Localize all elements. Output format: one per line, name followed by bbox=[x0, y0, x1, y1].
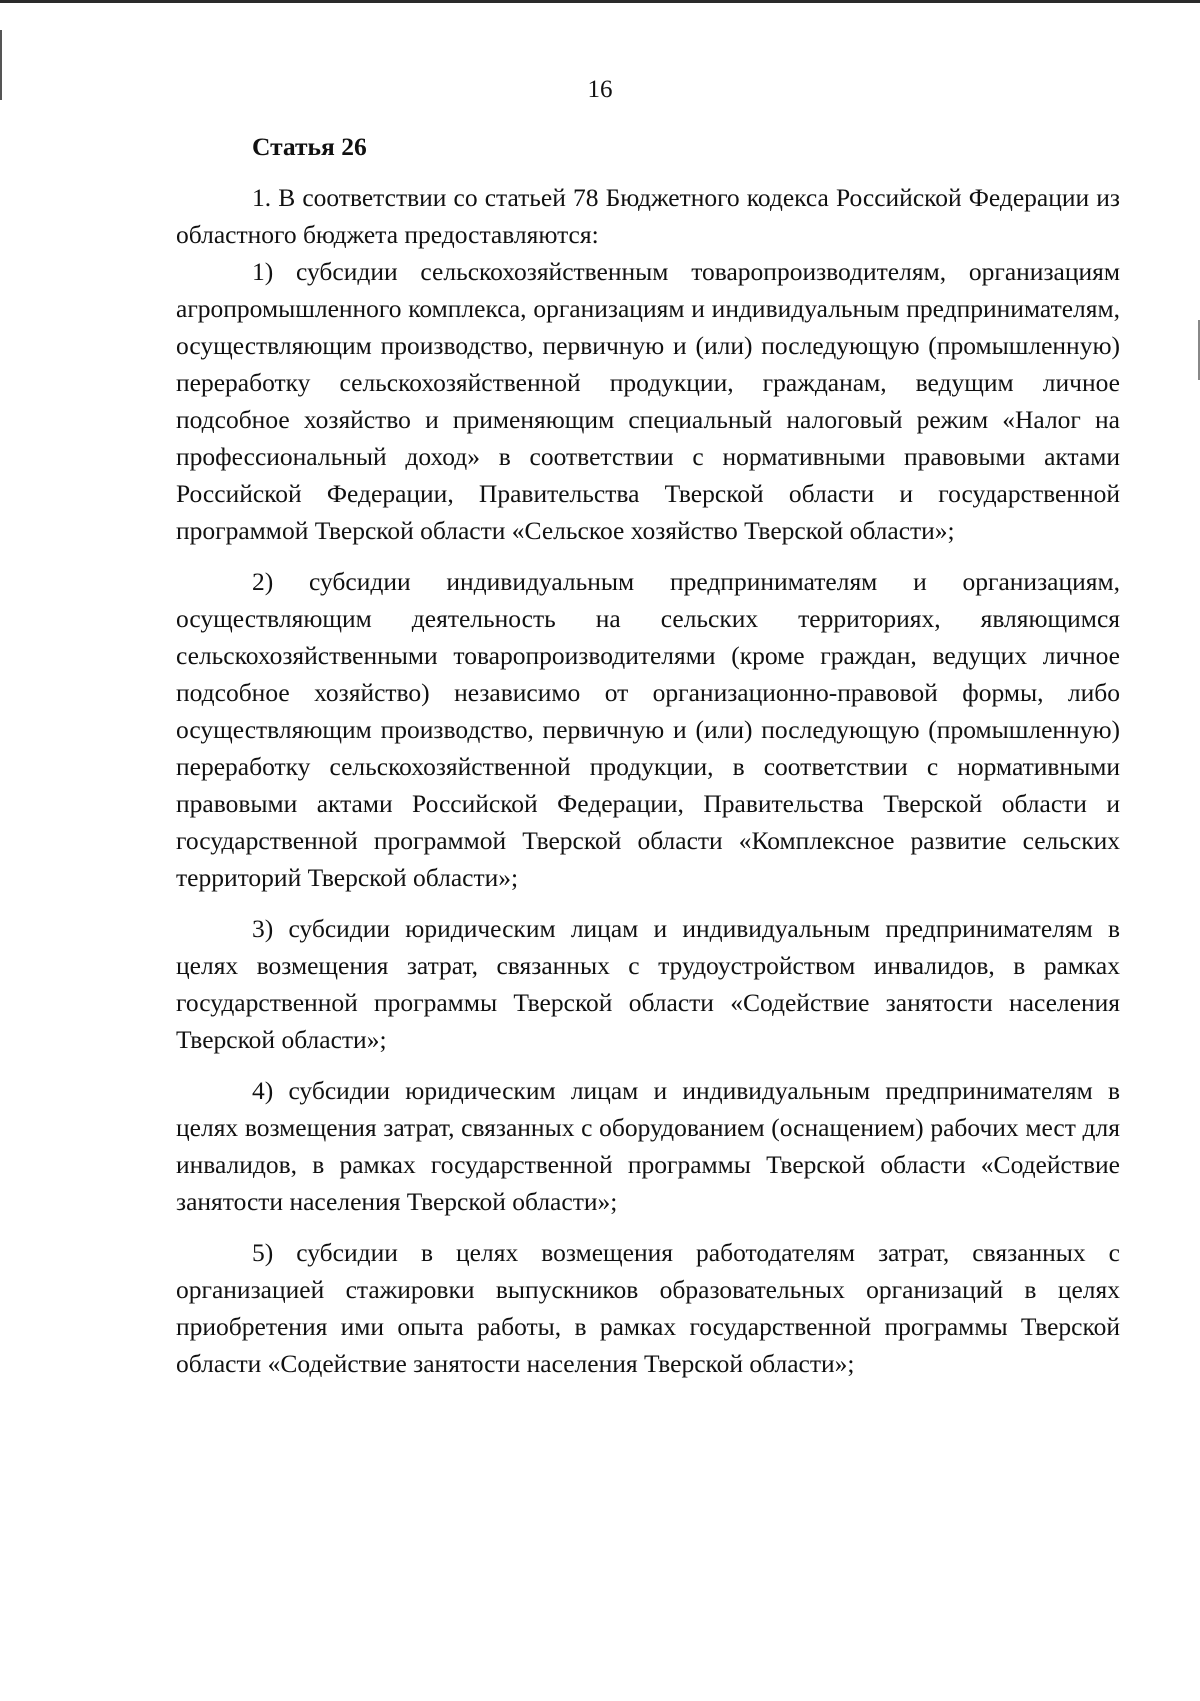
list-item-2: 2) субсидии индивидуальным предпринимателям и организациям, осуществляющим деятельность на сельских территориях, являющимся сельскохозяйственными товаропроизводителями (кроме граждан, ведущих личное подсобное хозяйство) независимо от организационно-правовой формы, либо осуществляющим производство, первичную и (или) последующую (промышленную) переработку сельскохозяйственной продукции, в соответствии с нормативными правовыми актами Российской Федерации, Правительства Тверской области и государственной программой Тверской области «Комплексное развитие сельских территорий Тверской области»; bbox=[176, 567, 1120, 892]
document-body bbox=[176, 128, 1120, 1382]
list-item-3: 3) субсидии юридическим лицам и индивидуальным предпринимателям в целях возмещения затрат, связанных с трудоустройством инвалидов, в рамках государственной программы Тверской области «Содействие занятости населения Тверской области»; bbox=[176, 914, 1120, 1054]
article-heading: Статья 26 bbox=[252, 132, 367, 161]
list-item-1: 1) субсидии сельскохозяйственным товаропроизводителям, организациям агропромышленного комплекса, организациям и индивидуальным предпринимателям, осуществляющим производство, первичную и (или) последующую (промышленную) переработку сельскохозяйственной продукции, гражданам, ведущим личное подсобное хозяйство и применяющим специальный налоговый режим «Налог на профессиональный доход» в соответствии с нормативными правовыми актами Российской Федерации, Правительства Тверской области и государственной программой Тверской области «Сельское хозяйство Тверской области»; bbox=[176, 257, 1120, 545]
page-number: 16 bbox=[587, 76, 613, 103]
article-intro-paragraph: 1. В соответствии со статьей 78 Бюджетного кодекса Российской Федерации из областного бюджета предоставляются: bbox=[176, 183, 1120, 249]
list-item-5: 5) субсидии в целях возмещения работодателям затрат, связанных с организацией стажировки выпускников образовательных организаций в целях приобретения ими опыта работы, в рамках государственной программы Тверской области «Содействие занятости населения Тверской области»; bbox=[176, 1238, 1120, 1378]
list-item-4: 4) субсидии юридическим лицам и индивидуальным предпринимателям в целях возмещения затрат, связанных с оборудованием (оснащением) рабочих мест для инвалидов, в рамках государственной программы Тверской области «Содействие занятости населения Тверской области»; bbox=[176, 1076, 1120, 1216]
scan-top-border bbox=[0, 0, 1200, 3]
